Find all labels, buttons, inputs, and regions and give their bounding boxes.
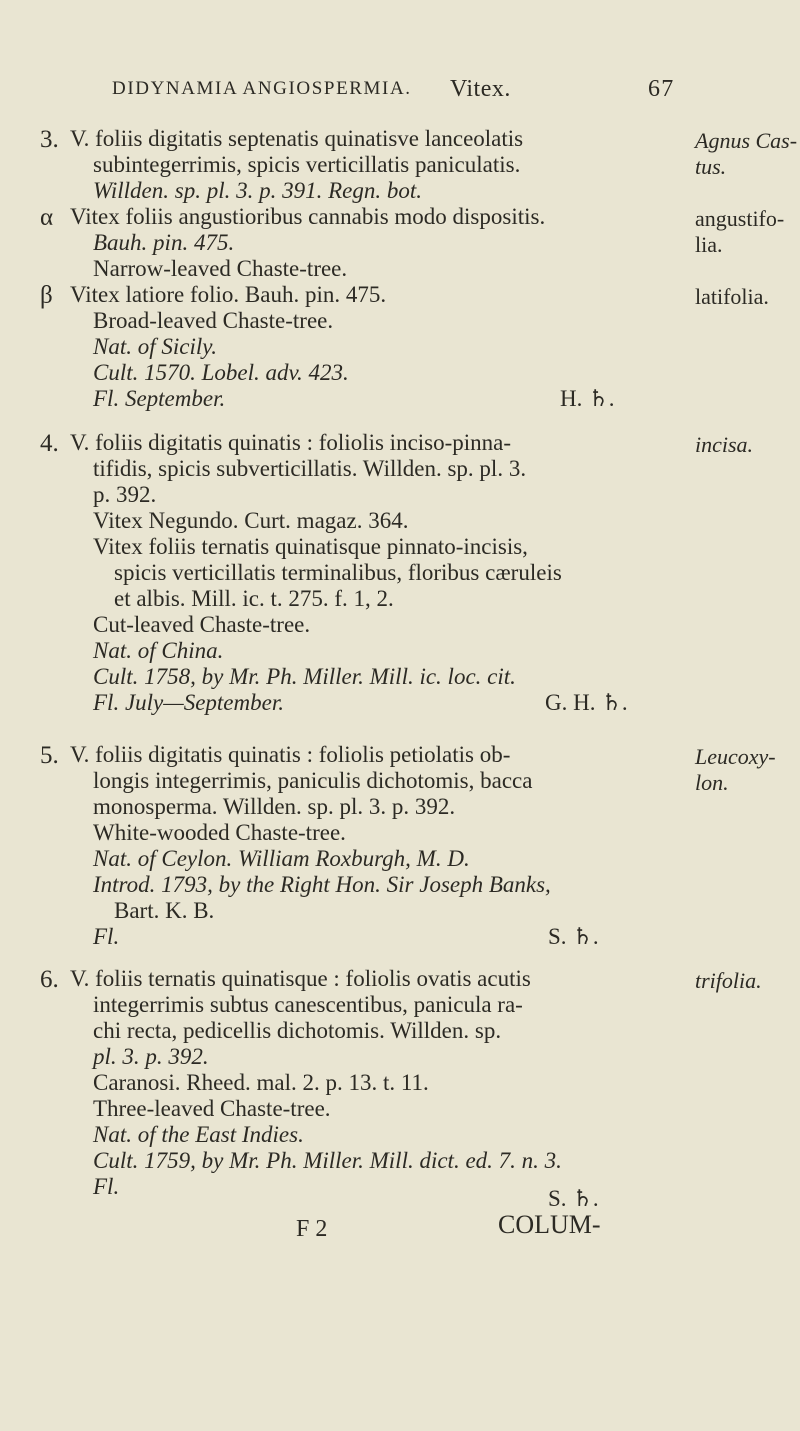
genus-title: Vitex. xyxy=(450,76,511,102)
native-line: Nat. of the East Indies. xyxy=(93,1122,304,1147)
diagnosis-line: integerrimis subtus canescentibus, panicula ra- xyxy=(93,992,523,1017)
specific-name: tus. xyxy=(695,154,727,179)
common-name: Broad-leaved Chaste-tree. xyxy=(93,308,334,333)
cultivation-line: Cult. 1570. Lobel. adv. 423. xyxy=(93,360,349,385)
introduction-line: Introd. 1793, by the Right Hon. Sir Joseph Banks, xyxy=(93,872,551,897)
diagnosis-line: subintegerrimis, spicis verticillatis paniculatis. xyxy=(93,152,521,177)
cultivation-line: Cult. 1759, by Mr. Ph. Miller. Mill. dict. ed. 7. n. 3. xyxy=(93,1148,562,1173)
habit-marker: G. H. ♄. xyxy=(545,690,628,715)
synonym-line: Vitex Negundo. Curt. magaz. 364. xyxy=(93,508,409,533)
native-line: Nat. of Ceylon. William Roxburgh, M. D. xyxy=(93,846,470,871)
entry-number: 6. xyxy=(40,966,59,993)
diagnosis-line: p. 392. xyxy=(93,482,157,507)
page-number: 67 xyxy=(648,76,675,102)
diagnosis-line: tifidis, spicis subverticillatis. Willden. sp. pl. 3. xyxy=(93,456,527,481)
diagnosis-line: monosperma. Willden. sp. pl. 3. p. 392. xyxy=(93,794,456,819)
diagnosis-line: longis integerrimis, paniculis dichotomis, bacca xyxy=(93,768,533,793)
introduction-line: Bart. K. B. xyxy=(114,898,215,923)
specific-name: trifolia. xyxy=(695,968,762,993)
flowering-line: Fl. September. xyxy=(93,386,226,411)
specific-name: incisa. xyxy=(695,432,754,457)
diagnosis-line: V. foliis digitatis quinatis : foliolis inciso-pinna- xyxy=(70,430,512,455)
native-line: Nat. of Sicily. xyxy=(93,334,217,359)
synonym-line: spicis verticillatis terminalibus, floribus cæruleis xyxy=(114,560,562,585)
entry-number: 3. xyxy=(40,126,59,153)
entry-number: 4. xyxy=(40,430,59,457)
common-name: Three-leaved Chaste-tree. xyxy=(93,1096,331,1121)
running-title: DIDYNAMIA ANGIOSPERMIA. xyxy=(112,78,412,99)
variety-marker: β xyxy=(40,282,53,309)
diagnosis-line: V. foliis ternatis quinatisque : foliolis ovatis acutis xyxy=(70,966,531,991)
variety-line: Vitex foliis angustioribus cannabis modo dispositis. xyxy=(70,204,546,229)
specific-name: lon. xyxy=(695,770,729,795)
page-header xyxy=(0,78,800,112)
variety-marker: α xyxy=(40,204,54,231)
flowering-line: Fl. July—September. xyxy=(93,690,284,715)
habit-marker: S. ♄. xyxy=(548,1186,599,1211)
flowering-line: Fl. xyxy=(93,1174,120,1199)
cultivation-line: Cult. 1758, by Mr. Ph. Miller. Mill. ic. loc. cit. xyxy=(93,664,516,689)
synonym-line: Vitex foliis ternatis quinatisque pinnato-incisis, xyxy=(93,534,528,559)
variety-name: angustifo- xyxy=(695,206,785,231)
common-name: White-wooded Chaste-tree. xyxy=(93,820,346,845)
habit-marker: H. ♄. xyxy=(560,386,615,411)
diagnosis-line: V. foliis digitatis quinatis : foliolis petiolatis ob- xyxy=(70,742,511,767)
common-name: Cut-leaved Chaste-tree. xyxy=(93,612,311,637)
catchword: COLUM- xyxy=(498,1210,601,1239)
specific-name: Agnus Cas- xyxy=(695,128,798,153)
citation-line: pl. 3. p. 392. xyxy=(93,1044,209,1069)
entry-number: 5. xyxy=(40,742,59,769)
citation-line: Willden. sp. pl. 3. p. 391. Regn. bot. xyxy=(93,178,423,203)
citation-line: Bauh. pin. 475. xyxy=(93,230,235,255)
flowering-line: Fl. xyxy=(93,924,120,949)
native-line: Nat. of China. xyxy=(93,638,224,663)
specific-name: Leucoxy- xyxy=(695,744,776,769)
variety-line: Vitex latiore folio. Bauh. pin. 475. xyxy=(70,282,387,307)
variety-name: latifolia. xyxy=(695,284,769,309)
synonym-line: et albis. Mill. ic. t. 275. f. 1, 2. xyxy=(114,586,394,611)
habit-marker: S. ♄. xyxy=(548,924,599,949)
common-name: Narrow-leaved Chaste-tree. xyxy=(93,256,348,281)
signature-mark: F 2 xyxy=(296,1216,328,1242)
synonym-line: Caranosi. Rheed. mal. 2. p. 13. t. 11. xyxy=(93,1070,429,1095)
diagnosis-line: chi recta, pedicellis dichotomis. Willden. sp. xyxy=(93,1018,502,1043)
diagnosis-line: V. foliis digitatis septenatis quinatisve lanceolatis xyxy=(70,126,524,151)
variety-name: lia. xyxy=(695,232,723,257)
